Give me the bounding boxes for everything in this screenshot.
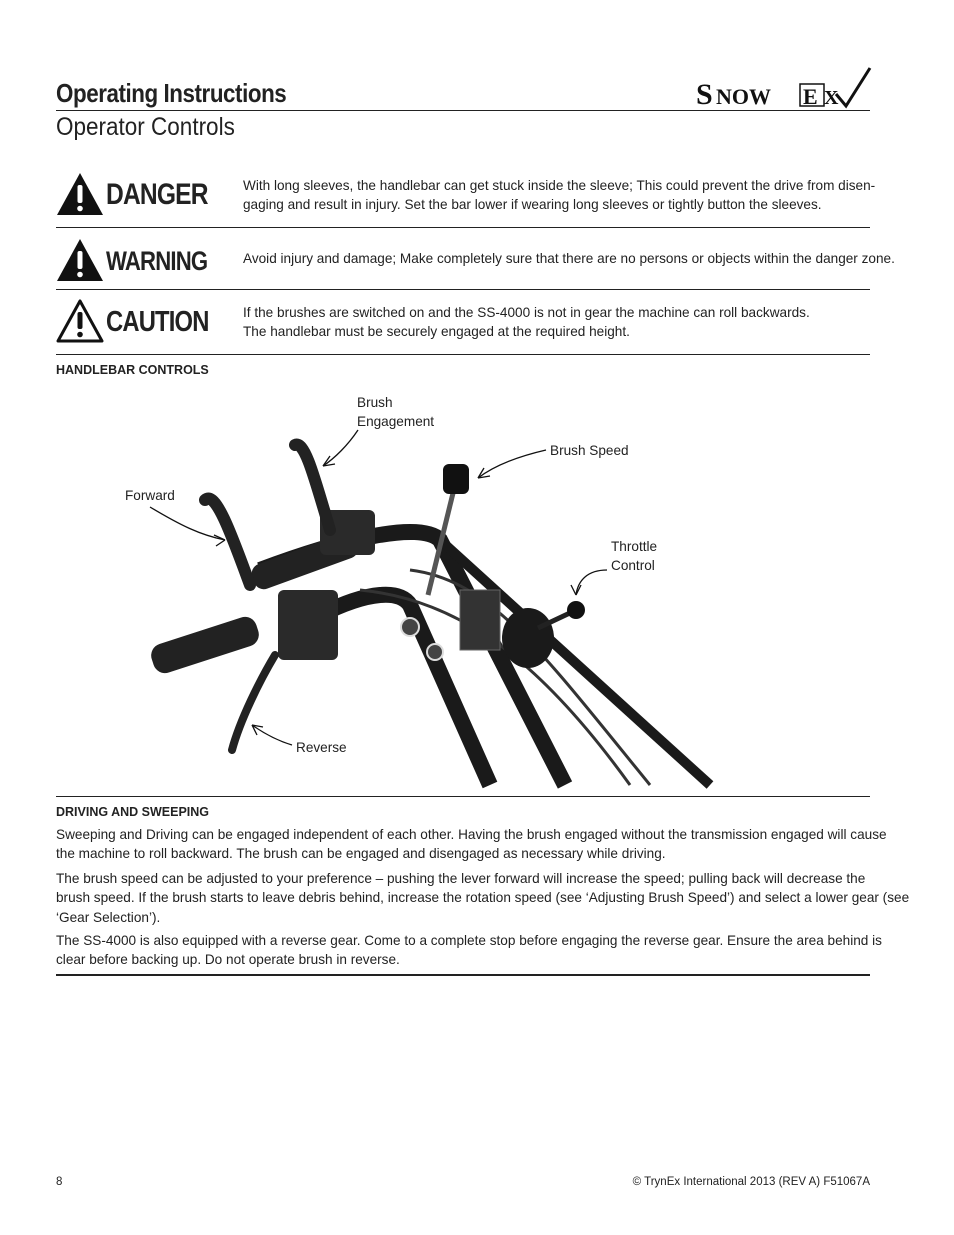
label-brush-engagement: Brush Engagement xyxy=(357,395,435,429)
warning-triangle-icon xyxy=(56,172,104,216)
svg-text:E: E xyxy=(803,84,818,109)
danger-label: DANGER xyxy=(106,178,208,211)
svg-text:S: S xyxy=(696,78,713,110)
label-brush-speed: Brush Speed xyxy=(550,443,629,458)
divider xyxy=(56,227,870,228)
header-rule xyxy=(56,110,870,111)
danger-message: With long sleeves, the handlebar can get stuck inside the sleeve; This could prevent the drive from disen- gaging and result in injury. Set the bar lower if wearing long sleeves or tightly button the sleeves. xyxy=(243,178,876,212)
divider xyxy=(56,796,870,797)
section-end-rule xyxy=(56,974,870,976)
caution-message: If the brushes are switched on and the SS-4000 is not in gear the machine can roll backwards. The handlebar must be securely engaged at the required height. xyxy=(243,305,810,339)
divider xyxy=(56,354,870,355)
warning-triangle-icon xyxy=(56,238,104,282)
page-subtitle: Operator Controls xyxy=(56,113,235,141)
handlebar-controls-heading: HANDLEBAR CONTROLS xyxy=(56,363,209,377)
driving-paragraph-2: The brush speed can be adjusted to your preference – pushing the lever forward will increase the speed; pulling back will decrease the brush speed. If the brush starts to leave debris behind, increase the rotation speed (see ‘Adjusting Brush Speed’) and select a lower gear (see ‘Gear Selection’). xyxy=(56,871,910,925)
snowex-logo xyxy=(696,66,872,110)
svg-text:NOW: NOW xyxy=(716,84,771,109)
label-reverse: Reverse xyxy=(296,740,347,755)
copyright: © TrynEx International 2013 (REV A) F51067A xyxy=(632,1176,870,1188)
warning-message: Avoid injury and damage; Make completely sure that there are no persons or objects within the danger zone. xyxy=(243,251,895,266)
caution-triangle-icon xyxy=(56,299,104,343)
divider xyxy=(56,289,870,290)
warning-label: WARNING xyxy=(106,246,208,276)
page-title: Operating Instructions xyxy=(56,78,287,108)
driving-paragraph-1: Sweeping and Driving can be engaged independent of each other. Having the brush engaged without the transmission engaged will cause the machine to roll backward. The brush can be engaged and disengaged as necessary while driving. xyxy=(56,827,887,862)
page-number: 8 xyxy=(56,1176,63,1188)
label-throttle-control: Throttle Control xyxy=(611,539,658,573)
label-forward: Forward xyxy=(125,488,175,503)
driving-paragraph-3: The SS-4000 is also equipped with a reverse gear. Come to a complete stop before engaging the reverse gear. Ensure the area behind is clear before backing up. Do not operate brush in reverse. xyxy=(56,933,882,968)
caution-label: CAUTION xyxy=(106,306,209,338)
handlebar-photo xyxy=(110,390,730,790)
caution-sign xyxy=(56,299,212,345)
danger-sign xyxy=(56,172,212,218)
warning-sign xyxy=(56,238,212,284)
svg-text:X: X xyxy=(824,87,839,109)
driving-sweeping-heading: DRIVING AND SWEEPING xyxy=(56,805,210,819)
